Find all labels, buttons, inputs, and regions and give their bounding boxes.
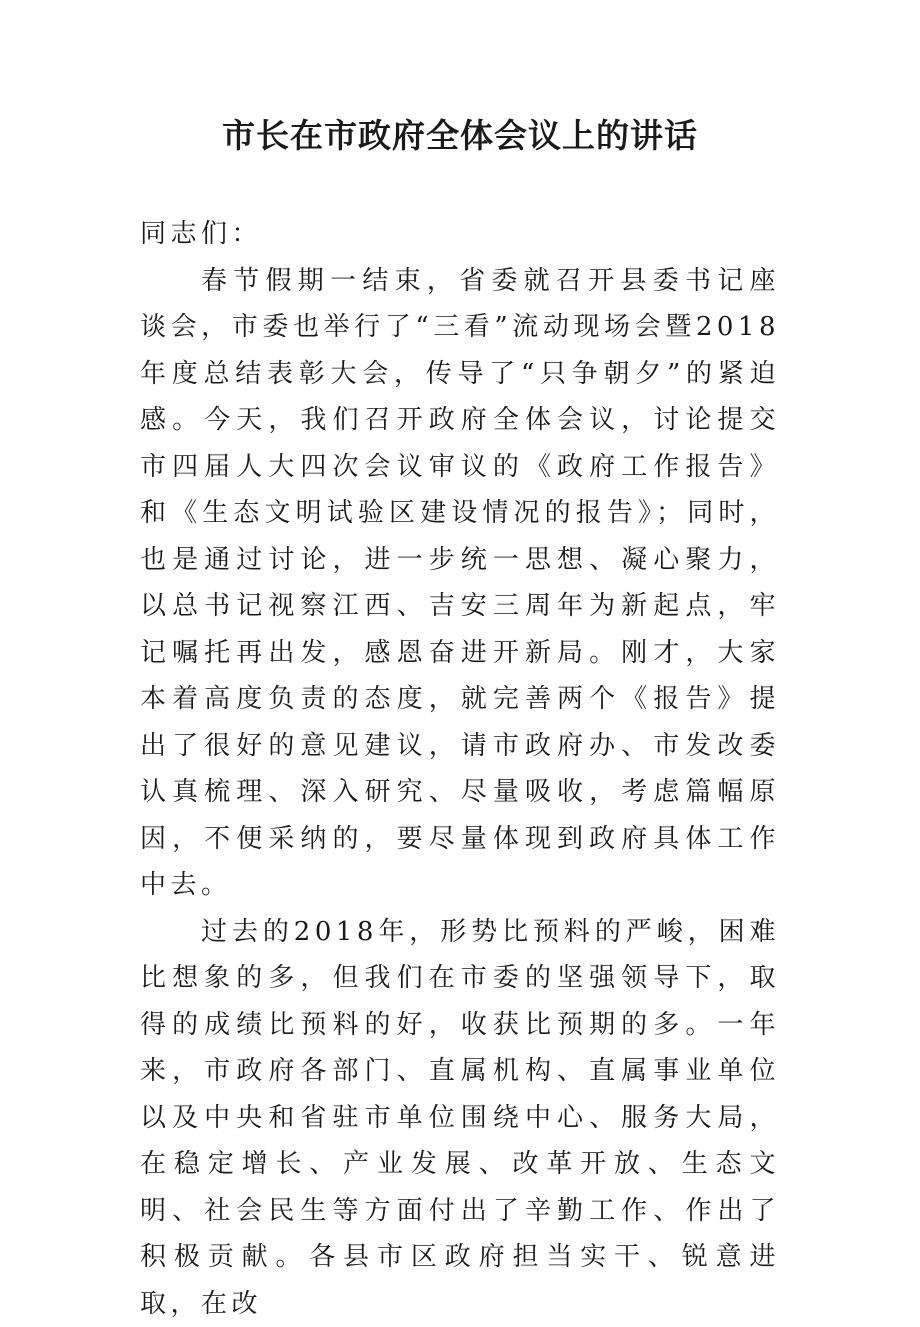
- paragraph-2: 过去的2018年，形势比预料的严峻，困难比想象的多，但我们在市委的坚强领导下，取得的成绩比预料的好，收获比预期的多。一年来，市政府各部门、直属机构、直属事业单位以及中央和省驻市单位围绕中心、服务大局，在稳定增长、产业发展、改革开放、生态文明、社会民生等方面付出了辛勤工作、作出了积极贡献。各县市区政府担当实干、锐意进取，在改: [140, 909, 780, 1327]
- salutation: 同志们：: [140, 211, 780, 258]
- document-body: [140, 211, 780, 1327]
- paragraph-1: 春节假期一结束，省委就召开县委书记座谈会，市委也举行了“三看”流动现场会暨2018年度总结表彰大会，传导了“只争朝夕”的紧迫感。今天，我们召开政府全体会议，讨论提交市四届人大四次会议审议的《政府工作报告》和《生态文明试验区建设情况的报告》；同时，也是通过讨论，进一步统一思想、凝心聚力，以总书记视察江西、吉安三周年为新起点，牢记嘱托再出发，感恩奋进开新局。刚才，大家本着高度负责的态度，就完善两个《报告》提出了很好的意见建议，请市政府办、市发改委认真梳理、深入研究、尽量吸收，考虑篇幅原因，不便采纳的，要尽量体现到政府具体工作中去。: [140, 258, 780, 909]
- document-title: 市长在市政府全体会议上的讲话: [0, 112, 920, 160]
